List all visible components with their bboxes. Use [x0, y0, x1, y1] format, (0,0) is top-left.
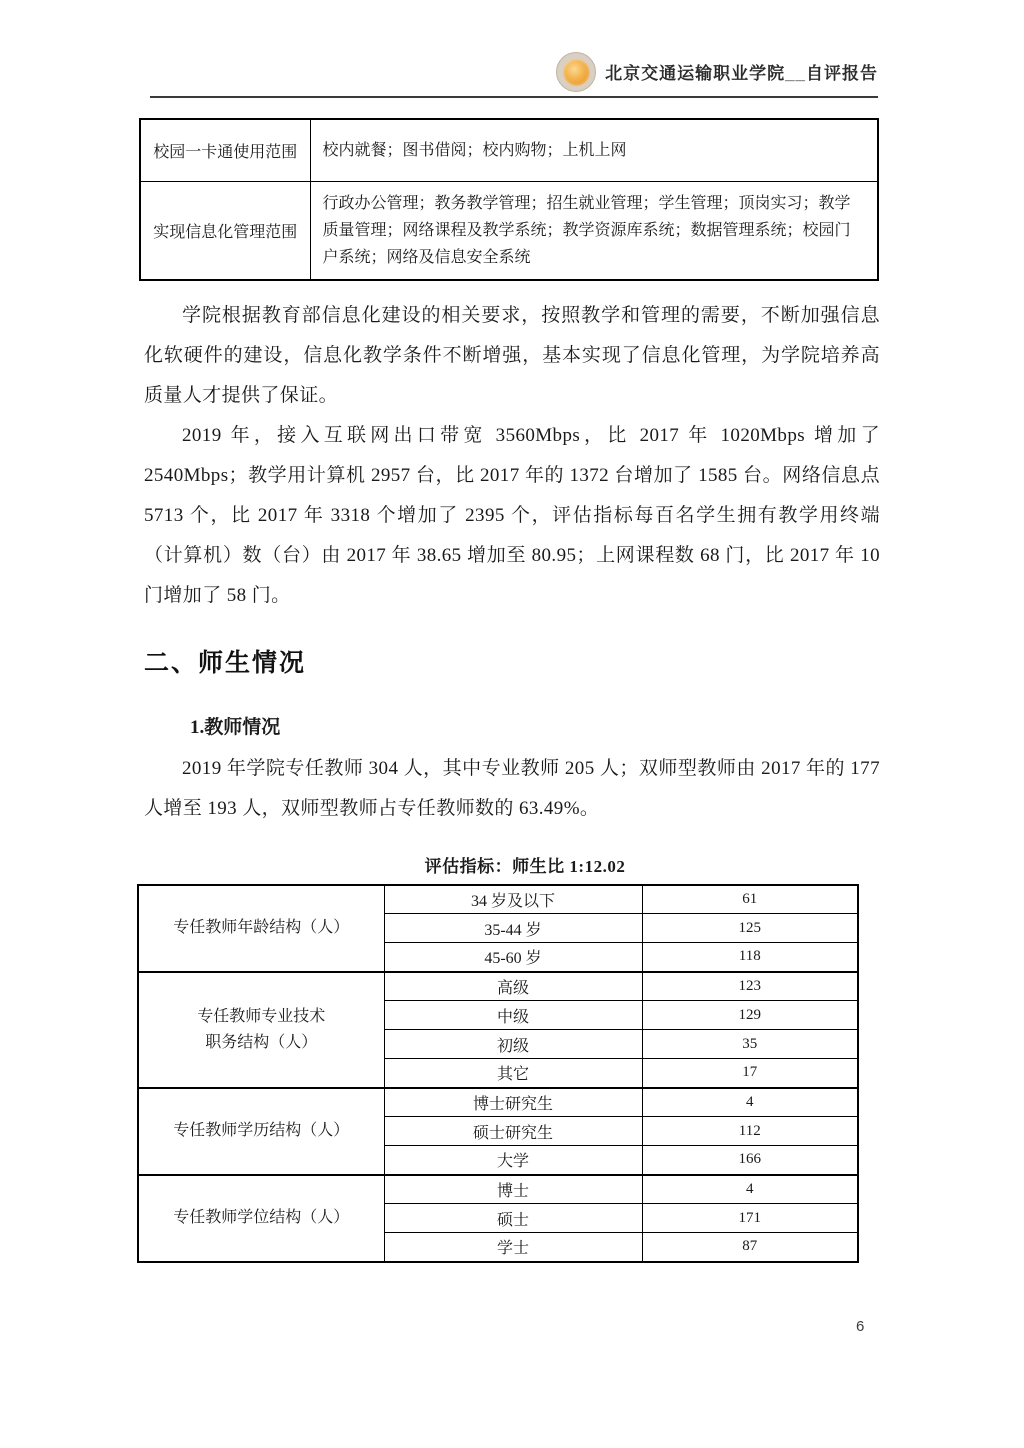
value-cell: 118: [642, 943, 858, 972]
page-header: [150, 0, 878, 98]
item-cell: 硕士: [384, 1204, 642, 1233]
group-label-age: 专任教师年龄结构（人）: [138, 885, 384, 972]
item-cell: 初级: [384, 1030, 642, 1059]
table-caption: 评估指标：师生比 1:12.02: [424, 856, 626, 876]
item-cell: 中级: [384, 1001, 642, 1030]
item-cell: 博士研究生: [384, 1088, 642, 1117]
table-row: [140, 119, 878, 181]
college-seal-icon: [556, 52, 596, 92]
value-cell: 129: [642, 1001, 858, 1030]
value-cell: 4: [642, 1175, 858, 1204]
info-row-value: 校内就餐；图书借阅；校内购物；上机上网: [310, 119, 878, 181]
paragraph-teacher-stats: 2019 年学院专任教师 304 人，其中专业教师 205 人；双师型教师由 2017 年的 177 人增至 193 人，双师型教师占专任教师数的 63.49%。: [144, 757, 880, 819]
item-cell: 其它: [384, 1059, 642, 1088]
value-cell: 61: [642, 885, 858, 914]
value-cell: 166: [642, 1146, 858, 1175]
item-cell: 高级: [384, 972, 642, 1001]
table-row: [138, 885, 858, 914]
table-row: [138, 972, 858, 1001]
info-row-label: 校园一卡通使用范围: [140, 119, 310, 181]
paragraph-network-stats: 2019 年，接入互联网出口带宽 3560Mbps，比 2017 年 1020Mbps 增加了 2540Mbps；教学用计算机 2957 台，比 2017 年的 1372 台增加了 1585 台。网络信息点 5713 个，比 2017 年 3318 个增加了 2395 个，评估指标每百名学生拥有教学用终端（计算机）数（台）由 2017 年 38.65 增加至 80.95；上网课程数 68 门，比 2017 年 10 门增加了 58 门。: [144, 424, 880, 606]
value-cell: 125: [642, 914, 858, 943]
teacher-structure-table: [137, 884, 859, 1263]
subsection-heading: 1.教师情况: [190, 716, 281, 738]
group-label-degree: 专任教师学位结构（人）: [138, 1175, 384, 1262]
header-title: 北京交通运输职业学院__自评报告: [605, 63, 878, 83]
group-label-title: 专任教师专业技术 职务结构（人）: [138, 972, 384, 1088]
item-cell: 博士: [384, 1175, 642, 1204]
value-cell: 4: [642, 1088, 858, 1117]
value-cell: 112: [642, 1117, 858, 1146]
value-cell: 171: [642, 1204, 858, 1233]
info-row-value: 行政办公管理；教务教学管理；招生就业管理；学生管理；顶岗实习；教学质量管理；网络课程及教学系统；教学资源库系统；数据管理系统；校园门户系统；网络及信息安全系统: [310, 181, 878, 280]
item-cell: 35-44 岁: [384, 914, 642, 943]
table-row: [138, 1175, 858, 1204]
page-number: 6: [856, 1318, 865, 1335]
item-cell: 45-60 岁: [384, 943, 642, 972]
info-row-label: 实现信息化管理范围: [140, 181, 310, 280]
table-row: [140, 181, 878, 280]
value-cell: 17: [642, 1059, 858, 1088]
group-label-education: 专任教师学历结构（人）: [138, 1088, 384, 1175]
section-heading: 二、师生情况: [144, 649, 307, 677]
item-cell: 大学: [384, 1146, 642, 1175]
item-cell: 学士: [384, 1233, 642, 1262]
value-cell: 35: [642, 1030, 858, 1059]
item-cell: 硕士研究生: [384, 1117, 642, 1146]
item-cell: 34 岁及以下: [384, 885, 642, 914]
table-row: [138, 1088, 858, 1117]
paragraph-informatization: 学院根据教育部信息化建设的相关要求，按照教学和管理的需要，不断加强信息化软硬件的建设，信息化教学条件不断增强，基本实现了信息化管理，为学院培养高质量人才提供了保证。: [144, 304, 880, 406]
value-cell: 87: [642, 1233, 858, 1262]
value-cell: 123: [642, 972, 858, 1001]
info-table: [139, 118, 879, 281]
